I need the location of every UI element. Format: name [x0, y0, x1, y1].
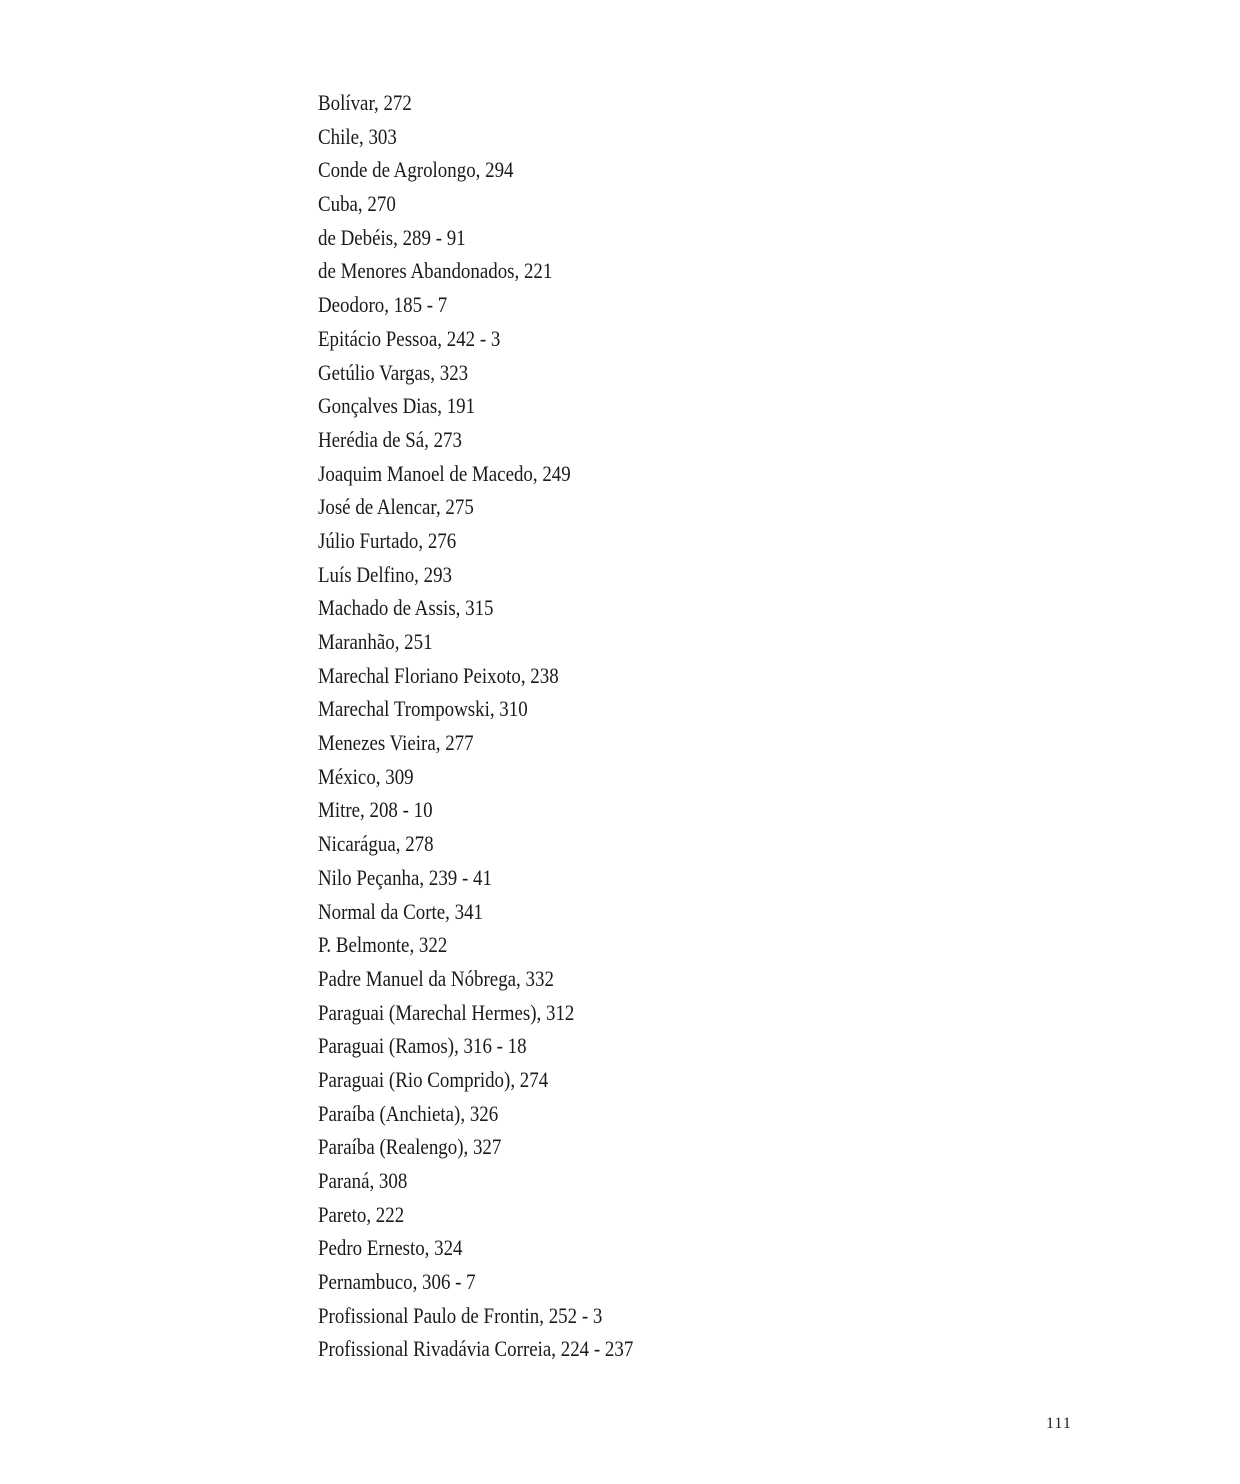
index-entry: Epitácio Pessoa, 242 - 3 [318, 325, 501, 351]
index-entry: Júlio Furtado, 276 [318, 527, 457, 553]
index-entry: Pareto, 222 [318, 1201, 405, 1227]
index-entry: Paraíba (Anchieta), 326 [318, 1100, 499, 1126]
index-entry: Paraná, 308 [318, 1168, 408, 1193]
index-entry: Profissional Rivadávia Correia, 224 - 237 [318, 1336, 634, 1362]
index-entry: México, 309 [318, 763, 414, 789]
index-entry: Getúlio Vargas, 323 [318, 359, 469, 385]
index-list [318, 86, 685, 1366]
index-entry: Menezes Vieira, 277 [318, 730, 474, 756]
index-entry: Cuba, 270 [318, 191, 396, 217]
index-entry: Maranhão, 251 [318, 629, 433, 654]
index-entry: Profissional Paulo de Frontin, 252 - 3 [318, 1302, 603, 1328]
index-entry: Pernambuco, 306 - 7 [318, 1269, 476, 1295]
index-entry: Padre Manuel da Nóbrega, 332 [318, 965, 554, 991]
index-entry: Marechal Floriano Peixoto, 238 [318, 662, 559, 688]
index-entry: Pedro Ernesto, 324 [318, 1235, 463, 1261]
index-entry: Paraguai (Marechal Hermes), 312 [318, 999, 575, 1025]
index-entry: Paraguai (Rio Comprido), 274 [318, 1066, 549, 1092]
page-number: 111 [1046, 1415, 1072, 1432]
index-entry: Herédia de Sá, 273 [318, 426, 462, 452]
index-entry: Conde de Agrolongo, 294 [318, 157, 514, 183]
index-entry: Deodoro, 185 - 7 [318, 292, 448, 318]
index-entry: P. Belmonte, 322 [318, 932, 448, 958]
index-entry: Marechal Trompowski, 310 [318, 696, 528, 722]
index-entry: Joaquim Manoel de Macedo, 249 [318, 460, 571, 486]
index-entry: Chile, 303 [318, 123, 397, 149]
index-entry: Machado de Assis, 315 [318, 595, 494, 621]
index-entry: Gonçalves Dias, 191 [318, 393, 476, 419]
index-entry: Normal da Corte, 341 [318, 898, 483, 924]
index-entry: de Debéis, 289 - 91 [318, 224, 466, 250]
index-entry: José de Alencar, 275 [318, 494, 474, 520]
index-entry: Nicarágua, 278 [318, 831, 434, 857]
index-entry: Bolívar, 272 [318, 90, 412, 115]
index-entry: Mitre, 208 - 10 [318, 797, 433, 823]
index-entry: de Menores Abandonados, 221 [318, 258, 553, 284]
index-entry: Paraíba (Realengo), 327 [318, 1134, 502, 1160]
index-entry: Luís Delfino, 293 [318, 561, 453, 587]
index-entry: Paraguai (Ramos), 316 - 18 [318, 1033, 527, 1059]
index-entry: Nilo Peçanha, 239 - 41 [318, 864, 492, 890]
